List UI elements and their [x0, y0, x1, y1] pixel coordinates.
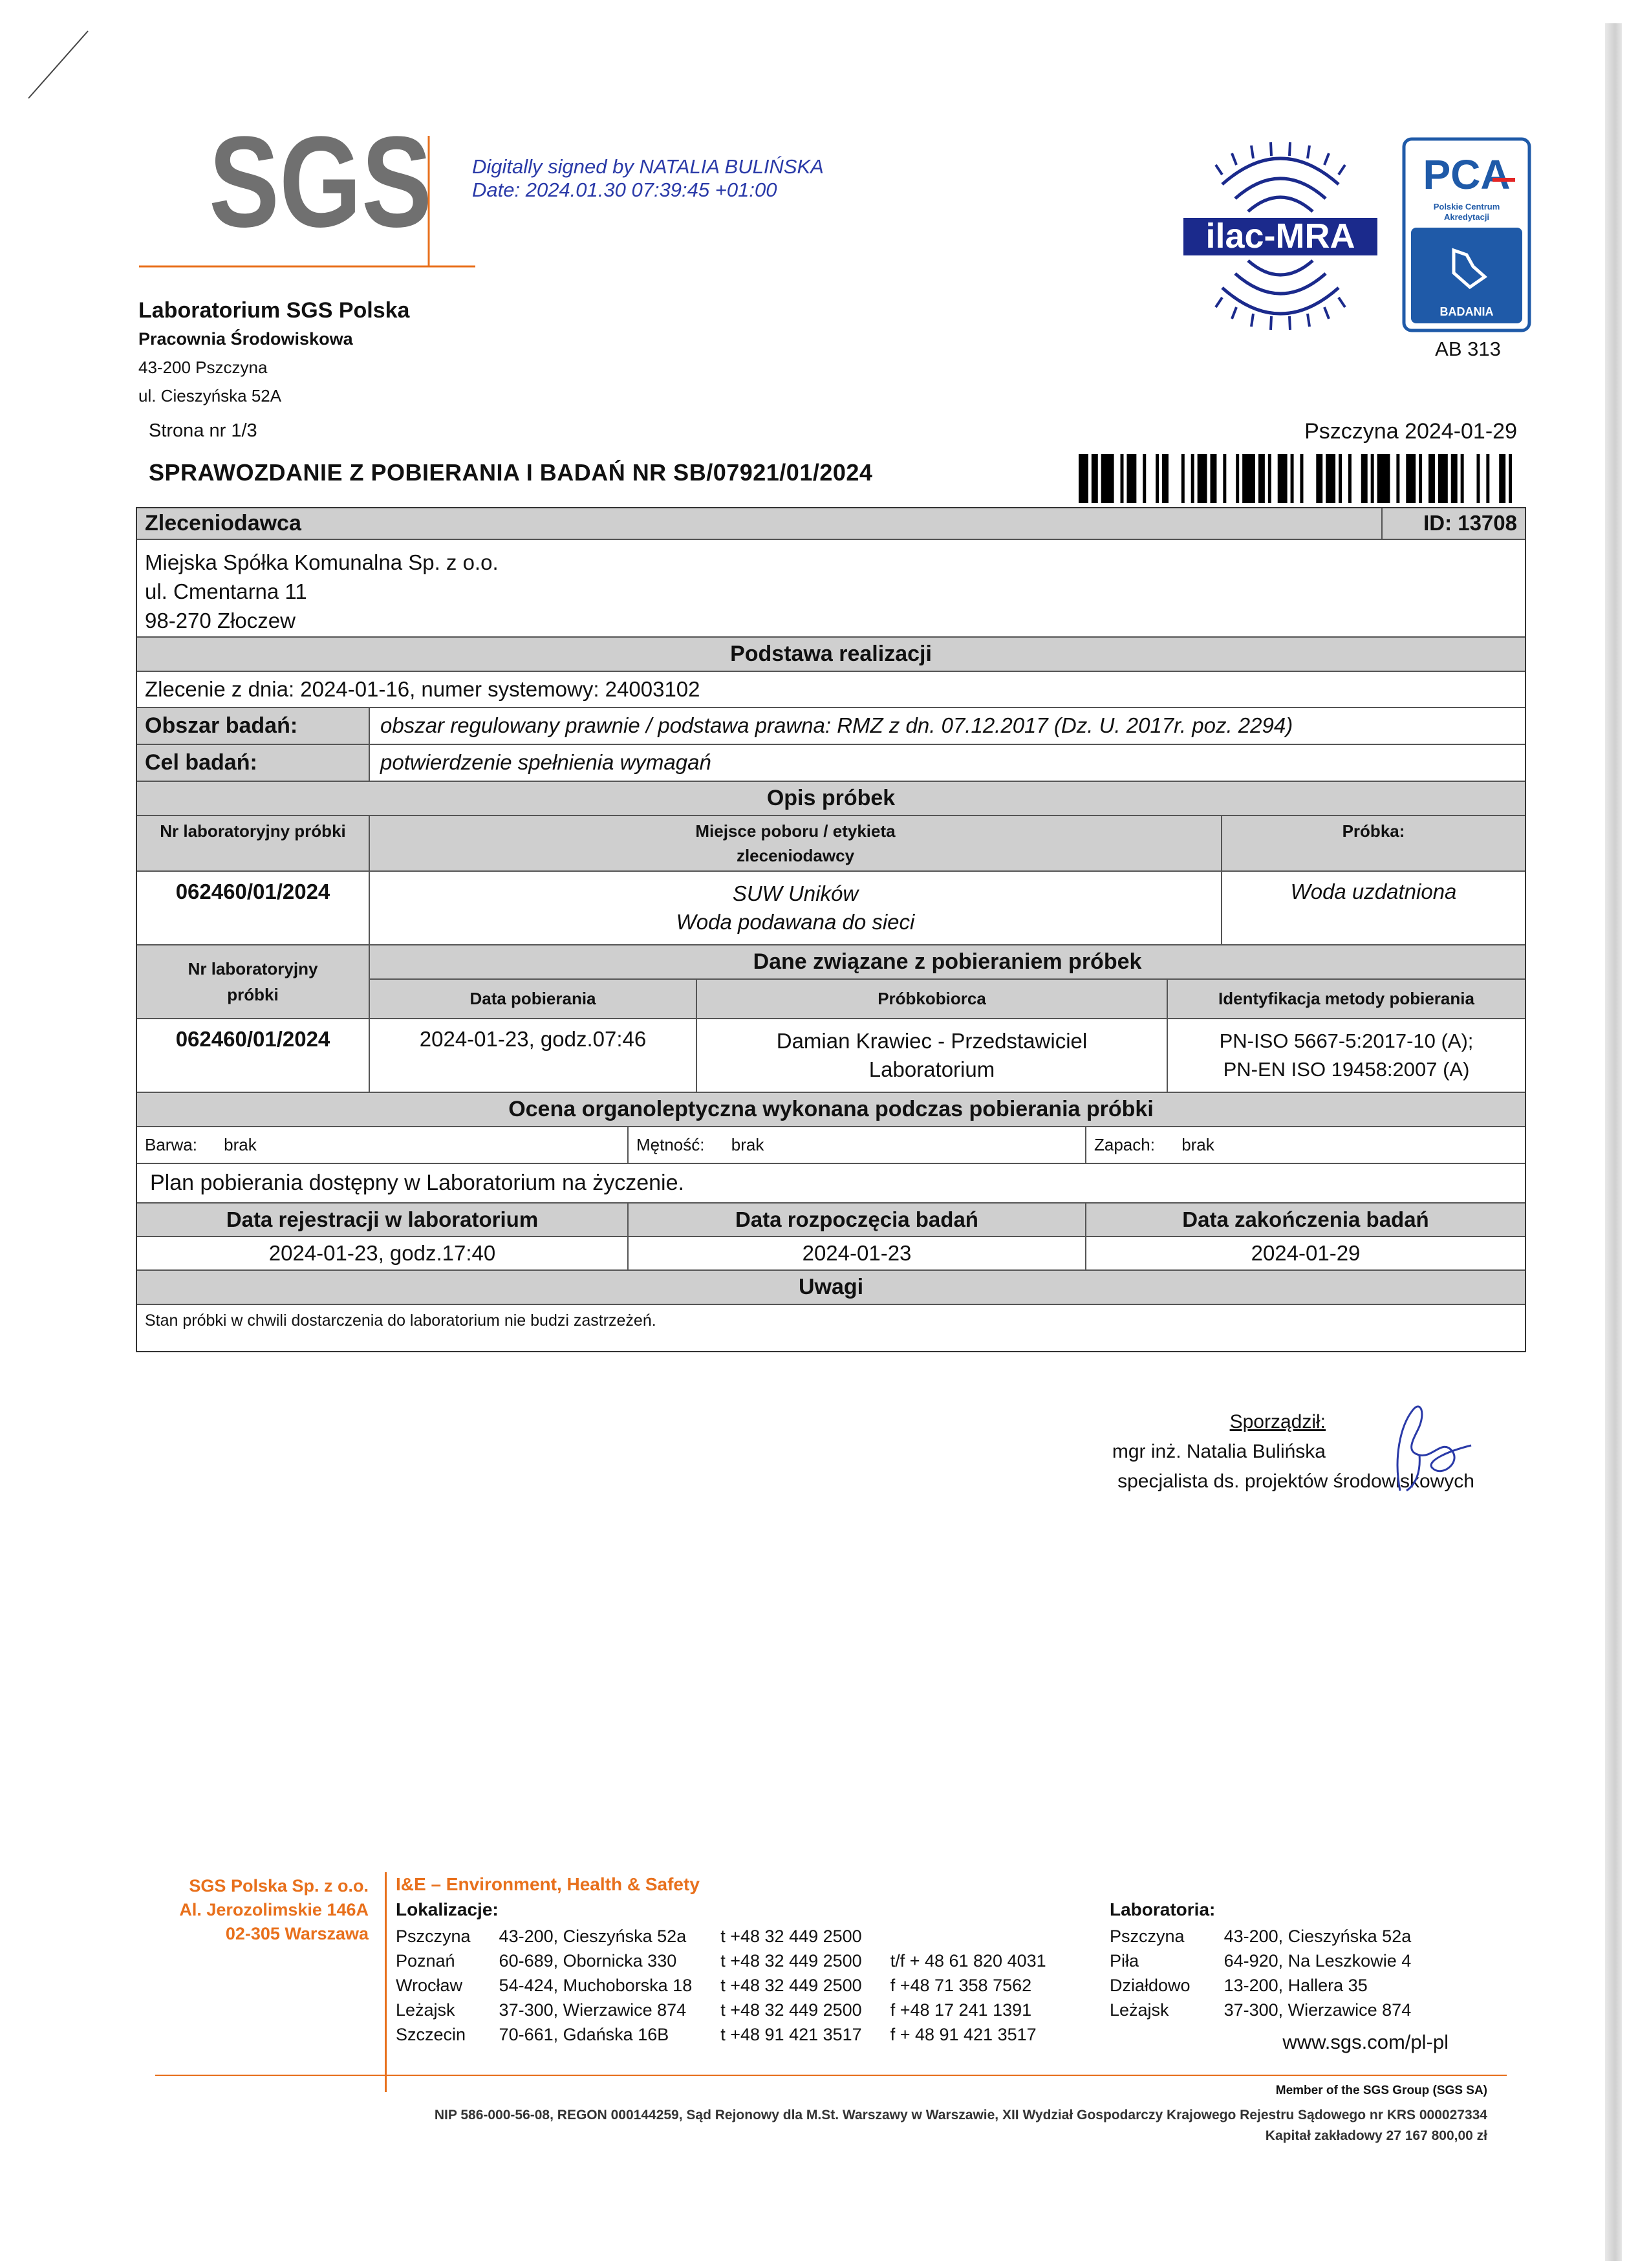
footer-location-row: [396, 1998, 1075, 2022]
area-label: Obszar badań:: [137, 708, 370, 744]
area-value: obszar regulowany prawnie / podstawa prawna: RMZ z dn. 07.12.2017 (Dz. U. 2017r. poz. 2294): [380, 713, 1293, 737]
barcode-bar: [1278, 454, 1288, 503]
footer-lab-row: [1110, 1998, 1445, 2022]
remarks-section-header: Uwagi: [137, 1271, 1525, 1305]
footer-lab-city: Działdowo: [1110, 1976, 1191, 1995]
turbidity-value: brak: [731, 1135, 764, 1154]
sampling-sampler-2: Laboratorium: [868, 1057, 995, 1081]
footer-labs-table: [1110, 1924, 1445, 2022]
client-city: 98-270 Złoczew: [145, 609, 296, 632]
samples-type: Woda uzdatniona: [1290, 880, 1457, 903]
pca-subtitle-1: Polskie Centrum: [1433, 202, 1500, 211]
barcode-bar: [1451, 454, 1458, 503]
lab-name: Laboratorium SGS Polska: [138, 298, 410, 323]
barcode-bar: [1486, 454, 1489, 503]
samples-data-row: [137, 872, 1525, 945]
footer-location-city: Poznań: [396, 1951, 455, 1971]
footer-member-note: Member of the SGS Group (SGS SA): [1275, 2084, 1487, 2097]
barcode-bar: [1181, 454, 1185, 503]
footer-lab-city: Piła: [1110, 1951, 1139, 1971]
pca-subtitle-2: Akredytacji: [1443, 212, 1490, 222]
footer-lab-address: 64-920, Na Leszkowie 4: [1223, 1951, 1412, 1971]
order-info: Zlecenie z dnia: 2024-01-16, numer systemowy: 24003102: [145, 677, 700, 701]
start-value: 2024-01-23: [629, 1237, 1086, 1269]
handwritten-signature: [1381, 1400, 1497, 1497]
footer-location-phone: t +48 91 421 3517: [720, 2025, 862, 2044]
footer-location-city: Wrocław: [396, 1976, 463, 1995]
sgs-logo: [139, 123, 475, 272]
area-row: [137, 708, 1525, 745]
sampling-data-row: [137, 1019, 1525, 1093]
samples-col-lab-no: Nr laboratoryjny próbki: [137, 816, 370, 870]
barcode-bar: [1121, 454, 1124, 503]
barcode-bar: [1223, 454, 1226, 503]
footer-location-row: [396, 1973, 1075, 1998]
footer-location-address: 54-424, Muchoborska 18: [499, 1976, 693, 1995]
barcode-bar: [1143, 454, 1146, 503]
barcode: [1079, 454, 1518, 503]
digital-signature-note: [472, 155, 824, 202]
sampling-date: 2024-01-23, godz.07:46: [370, 1019, 697, 1092]
footer-lab-city: Leżajsk: [1110, 2000, 1169, 2020]
barcode-bar: [1101, 454, 1114, 503]
barcode-bar: [1509, 454, 1512, 503]
barcode-bar: [1156, 454, 1159, 503]
barcode-bar: [1258, 454, 1265, 503]
barcode-bar: [1476, 454, 1480, 503]
barcode-bar: [1499, 454, 1505, 503]
sampling-section-header: Dane związane z pobieraniem próbek: [370, 945, 1525, 980]
sampling-col-date: Data pobierania: [370, 980, 697, 1018]
client-id: ID: 13708: [1423, 511, 1517, 535]
dates-value-row: [137, 1237, 1525, 1271]
pca-title: PCA: [1423, 151, 1511, 198]
footer-lab-address: 13-200, Hallera 35: [1223, 1976, 1368, 1995]
client-name: Miejska Spółka Komunalna Sp. z o.o.: [145, 550, 499, 574]
barcode-bar: [1361, 454, 1368, 503]
lab-postal: 43-200 Pszczyna: [138, 358, 268, 377]
footer-location-city: Leżajsk: [396, 2000, 455, 2020]
footer-lab-row: [1110, 1973, 1445, 1998]
samples-col-sample: Próbka:: [1342, 821, 1405, 841]
barcode-bar: [1316, 454, 1322, 503]
color-value: brak: [224, 1135, 257, 1154]
footer-location-phone: t +48 32 449 2500: [720, 1951, 862, 1971]
sampling-header-row: [137, 945, 1525, 1019]
report-title: SPRAWOZDANIE Z POBIERANIA I BADAŃ NR SB/07921/01/2024: [149, 459, 873, 486]
sampling-col-method: Identyfikacja metody pobierania: [1218, 989, 1474, 1008]
footer-location-fax: f +48 17 241 1391: [890, 2000, 1032, 2020]
barcode-bar: [1377, 454, 1390, 503]
footer-location-city: Pszczyna: [396, 1927, 471, 1946]
footer-legal-registry: NIP 586-000-56-08, REGON 000144259, Sąd Rejonowy dla M.St. Warszawy w Warszawie, XII Wydział Gospodarczy Krajowego Rejestru Sądowego nr KRS 000027334: [434, 2108, 1487, 2122]
footer-divider-vertical: [385, 1872, 387, 2092]
samples-col-location: Miejsce poboru / etykieta zleceniodawcy: [370, 816, 1222, 870]
footer-lab-city: Pszczyna: [1110, 1927, 1185, 1946]
lab-department: Pracownia Środowiskowa: [138, 329, 353, 349]
footer-location-address: 43-200, Cieszyńska 52a: [499, 1927, 687, 1946]
report-place-date: Pszczyna 2024-01-29: [1304, 419, 1517, 444]
scan-page-edge: [1605, 23, 1622, 2261]
order-row: [137, 672, 1525, 708]
digital-signature-date: Date: 2024.01.30 07:39:45 +01:00: [472, 178, 777, 201]
barcode-bar: [1371, 454, 1374, 503]
barcode-bar: [1211, 454, 1217, 503]
footer-labs-label: Laboratoria:: [1110, 1899, 1216, 1919]
footer-lab-row: [1110, 1949, 1445, 1973]
start-label: Data rozpoczęcia badań: [629, 1204, 1086, 1236]
organoleptic-section-header: Ocena organoleptyczna wykonana podczas pobierania próbki: [137, 1093, 1525, 1127]
sampling-sampler-1: Damian Krawiec - Przedstawiciel: [776, 1029, 1088, 1053]
barcode-bar: [1438, 454, 1448, 503]
barcode-bar: [1339, 454, 1342, 503]
footer-location-row: [396, 1924, 1075, 1949]
plan-note: Plan pobierania dostępny w Laboratorium na życzenie.: [150, 1171, 684, 1195]
purpose-value: potwierdzenie spełnienia wymagań: [380, 750, 711, 774]
lab-street: ul. Cieszyńska 52A: [138, 386, 282, 405]
footer-company-street: Al. Jerozolimskie 146A: [179, 1900, 369, 1919]
barcode-bar: [1126, 454, 1136, 503]
client-label: Zleceniodawca: [137, 508, 1383, 539]
ilac-mra-icon: [1177, 139, 1384, 333]
footer-division: I&E – Environment, Health & Safety: [396, 1874, 700, 1894]
footer-locations-label: Lokalizacje:: [396, 1899, 499, 1919]
odor-value: brak: [1181, 1135, 1214, 1154]
footer-location-address: 70-661, Gdańska 16B: [499, 2025, 669, 2044]
purpose-label: Cel badań:: [137, 745, 370, 781]
sgs-logo-text: SGS: [209, 123, 432, 254]
plan-note-row: [137, 1164, 1525, 1204]
sampling-method-2: PN-EN ISO 19458:2007 (A): [1223, 1058, 1470, 1081]
sampling-method-1: PN-ISO 5667-5:2017-10 (A);: [1219, 1030, 1474, 1052]
footer-legal-capital: Kapitał zakładowy 27 167 800,00 zł: [1265, 2128, 1487, 2143]
barcode-bar: [1191, 454, 1194, 503]
footer-location-fax: f + 48 91 421 3517: [890, 2025, 1037, 2044]
samples-col-header-row: [137, 816, 1525, 872]
barcode-bar: [1396, 454, 1399, 503]
page-number: Strona nr 1/3: [149, 420, 257, 441]
report-table: [136, 507, 1526, 1352]
footer-legal: [97, 2105, 1487, 2146]
footer-lab-address: 37-300, Wierzawice 874: [1223, 2000, 1412, 2020]
samples-section-header: Opis próbek: [137, 782, 1525, 816]
registration-value: 2024-01-23, godz.17:40: [137, 1237, 629, 1269]
barcode-bar: [1092, 454, 1098, 503]
color-label: Barwa:: [145, 1135, 197, 1154]
dates-header-row: [137, 1204, 1525, 1237]
footer-company-city: 02-305 Warszawa: [225, 1924, 369, 1943]
footer-location-fax: [890, 1924, 1075, 1949]
barcode-bar: [1348, 454, 1352, 503]
sampling-col-sampler: Próbkobiorca: [697, 980, 1168, 1018]
lab-address-block: [138, 296, 409, 410]
organoleptic-row: [137, 1127, 1525, 1164]
client-street: ul. Cmentarna 11: [145, 579, 307, 603]
purpose-row: [137, 745, 1525, 782]
sampling-col-lab-no: Nr laboratoryjny próbki: [137, 945, 370, 1018]
pen-stroke-mark: [23, 26, 94, 103]
footer-company-name: SGS Polska Sp. z o.o.: [189, 1876, 369, 1895]
footer-location-address: 60-689, Obornicka 330: [499, 1951, 677, 1971]
barcode-bar: [1079, 454, 1088, 503]
footer-location-row: [396, 1949, 1075, 1973]
samples-location-2: Woda podawana do sieci: [676, 910, 915, 934]
footer-divider-horizontal: [155, 2075, 1507, 2076]
footer-location-city: Szczecin: [396, 2025, 466, 2044]
turbidity-label: Mętność:: [636, 1135, 705, 1154]
barcode-bar: [1268, 454, 1271, 503]
footer-lab-address: 43-200, Cieszyńska 52a: [1223, 1927, 1412, 1946]
samples-lab-no: 062460/01/2024: [137, 872, 370, 944]
prepared-by-label: Sporządził:: [1229, 1411, 1326, 1432]
barcode-bar: [1428, 454, 1435, 503]
pca-badania: BADANIA: [1439, 305, 1494, 318]
barcode-bar: [1236, 454, 1239, 503]
barcode-bar: [1461, 454, 1464, 503]
footer-location-phone: t +48 32 449 2500: [720, 1927, 862, 1946]
footer-lab-row: [1110, 1924, 1445, 1949]
footer-company: [129, 1874, 369, 1946]
end-label: Data zakończenia badań: [1182, 1207, 1429, 1231]
samples-location-1: SUW Uników: [732, 881, 859, 905]
ilac-mra-text: ilac-MRA: [1205, 217, 1355, 255]
footer-location-fax: t/f + 48 61 820 4031: [890, 1951, 1046, 1971]
footer-locations-table: [396, 1924, 1075, 2047]
barcode-bar: [1300, 454, 1303, 503]
barcode-bar: [1242, 454, 1255, 503]
footer-location-row: [396, 2022, 1075, 2047]
prepared-by-role: specjalista ds. projektów środowiskowych: [1117, 1471, 1474, 1492]
footer-location-fax: f +48 71 358 7562: [890, 1976, 1032, 1995]
registration-label: Data rejestracji w laboratorium: [137, 1204, 629, 1236]
remarks-text: Stan próbki w chwili dostarczenia do laboratorium nie budzi zastrzeżeń.: [145, 1312, 656, 1330]
basis-section-header: Podstawa realizacji: [137, 638, 1525, 672]
sampling-lab-no: 062460/01/2024: [137, 1019, 370, 1092]
footer-website-link[interactable]: www.sgs.com/pl-pl: [1282, 2031, 1449, 2053]
remarks-row: [137, 1305, 1525, 1351]
barcode-bar: [1162, 454, 1169, 503]
prepared-by-name: mgr inż. Natalia Bulińska: [1112, 1441, 1326, 1462]
client-header-row: [137, 508, 1525, 540]
footer-location-address: 37-300, Wierzawice 874: [499, 2000, 687, 2020]
accreditation-number: AB 313: [1435, 338, 1501, 360]
barcode-bar: [1406, 454, 1416, 503]
barcode-bar: [1198, 454, 1207, 503]
end-value: 2024-01-29: [1251, 1241, 1361, 1265]
digital-signature-name: Digitally signed by NATALIA BULIŃSKA: [472, 155, 824, 178]
barcode-bar: [1291, 454, 1294, 503]
footer-location-phone: t +48 32 449 2500: [720, 1976, 862, 1995]
barcode-bar: [1326, 454, 1335, 503]
barcode-bar: [1419, 454, 1422, 503]
pca-accreditation-badge: [1402, 137, 1531, 332]
client-address-row: [137, 540, 1525, 638]
odor-label: Zapach:: [1094, 1135, 1155, 1154]
footer-location-phone: t +48 32 449 2500: [720, 2000, 862, 2020]
